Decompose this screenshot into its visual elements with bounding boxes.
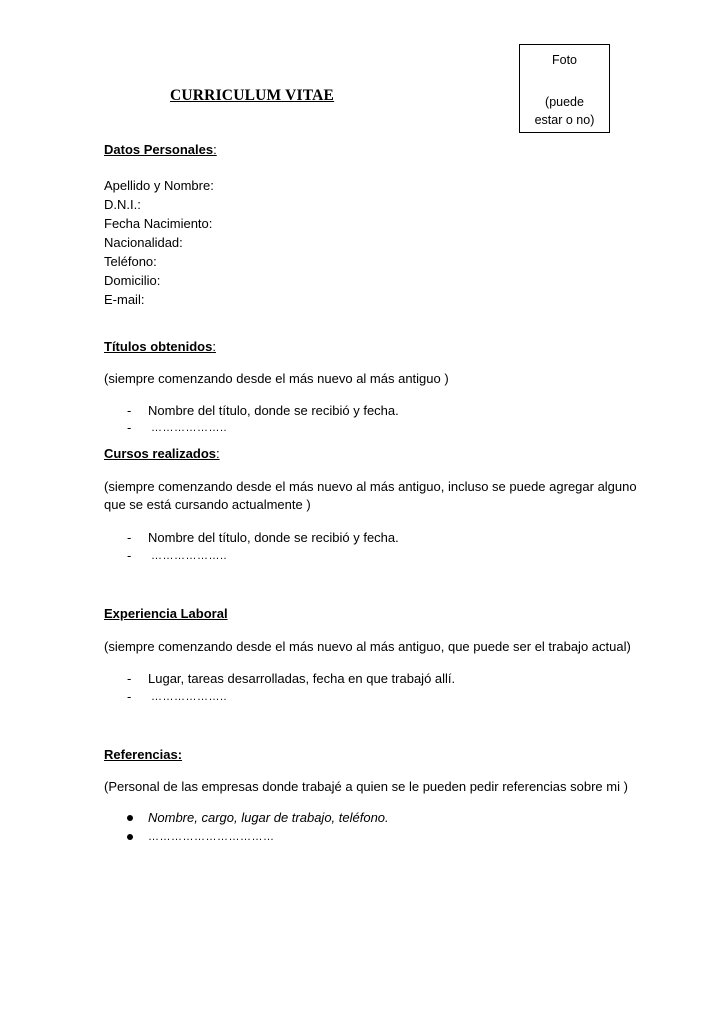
list-marker: -: [127, 403, 132, 418]
field-email: E-mail:: [104, 292, 145, 307]
list-marker: -: [127, 530, 132, 545]
personal-data-heading: [104, 142, 217, 158]
photo-label: Foto: [551, 53, 577, 67]
references-heading: Referencias:: [104, 747, 183, 762]
courses-item: Nombre del título, donde se recibió y fecha.: [148, 530, 399, 545]
references-note: (Personal de las empresas donde trabajé a quien se le pueden pedir referencias sobre mi ): [104, 779, 628, 794]
field-phone: Teléfono:: [104, 254, 157, 269]
courses-note-line-2: que se está cursando actualmente ): [104, 497, 311, 512]
field-nationality: Nacionalidad:: [104, 235, 183, 250]
experience-heading: Experiencia Laboral: [104, 606, 228, 621]
titles-item: Nombre del título, donde se recibió y fecha.: [148, 403, 399, 418]
heading-colon: :: [216, 446, 220, 461]
courses-heading: [104, 446, 220, 462]
titles-heading: [104, 339, 216, 355]
heading-colon: :: [213, 142, 217, 157]
personal-data-heading-text: Datos Personales: [104, 142, 214, 157]
courses-item-placeholder: ………………..: [151, 550, 228, 562]
experience-item-placeholder: ………………..: [151, 691, 228, 703]
titles-item-placeholder: ………………..: [151, 422, 228, 434]
references-item: Nombre, cargo, lugar de trabajo, teléfono.: [148, 810, 389, 825]
list-marker: -: [127, 689, 132, 704]
courses-heading-text: Cursos realizados: [104, 446, 216, 461]
list-marker: -: [127, 420, 132, 435]
bullet-icon: [127, 815, 133, 821]
bullet-icon: [127, 834, 133, 840]
experience-item: Lugar, tareas desarrolladas, fecha en que trabajó allí.: [148, 671, 456, 686]
titles-heading-text: Títulos obtenidos: [104, 339, 213, 354]
list-marker: -: [127, 548, 132, 563]
courses-note-line-1: (siempre comenzando desde el más nuevo al más antiguo, incluso se puede agregar alguno: [104, 479, 637, 494]
experience-note: (siempre comenzando desde el más nuevo al más antiguo, que puede ser el trabajo actual): [104, 639, 631, 654]
photo-note-line-2: estar o no): [534, 113, 595, 127]
list-marker: -: [127, 671, 132, 686]
field-birthdate: Fecha Nacimiento:: [104, 216, 213, 231]
photo-placeholder-box: [519, 44, 610, 133]
document-title: CURRICULUM VITAE: [170, 87, 335, 104]
titles-note: (siempre comenzando desde el más nuevo al más antiguo ): [104, 371, 449, 386]
photo-note-line-1: (puede: [545, 95, 584, 109]
field-dni: D.N.I.:: [104, 197, 141, 212]
field-name: Apellido y Nombre:: [104, 178, 214, 193]
references-item-placeholder: ……………………………: [148, 831, 275, 843]
field-address: Domicilio:: [104, 273, 161, 288]
heading-colon: :: [212, 339, 216, 354]
